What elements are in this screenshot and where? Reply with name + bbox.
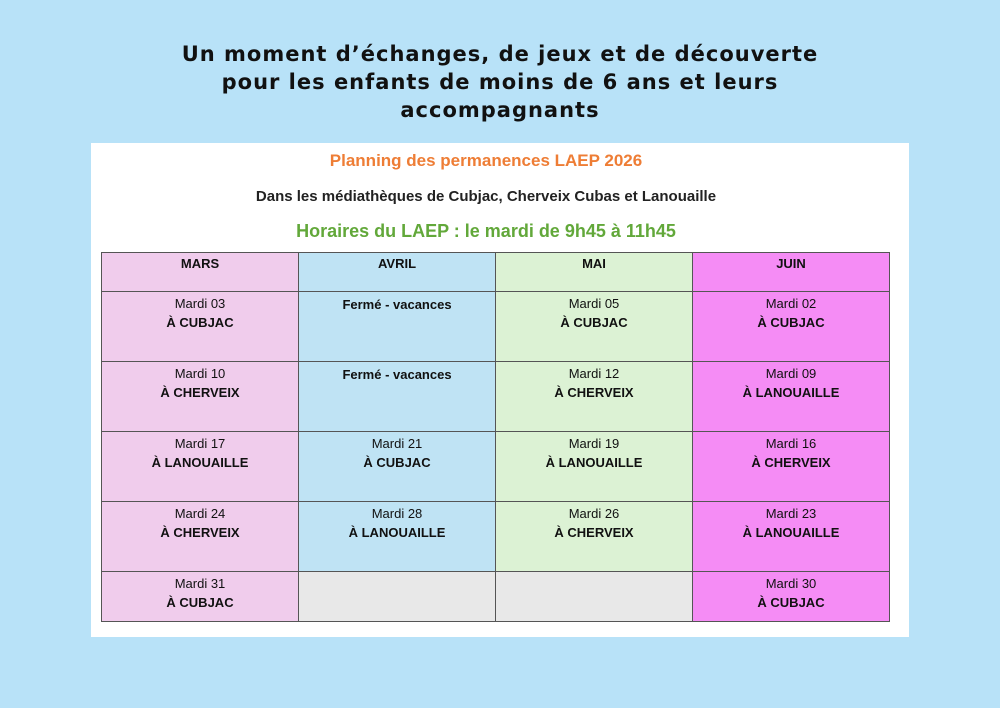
session-date: Mardi 26 — [568, 506, 620, 521]
schedule-cell — [496, 432, 693, 502]
column-header-mars: MARS — [102, 253, 299, 292]
table-row — [102, 502, 890, 572]
session-date: Mardi 02 — [765, 296, 817, 311]
session-date: Mardi 10 — [174, 366, 226, 381]
column-header-avril: AVRIL — [299, 253, 496, 292]
session-date: Mardi 09 — [765, 366, 817, 381]
session-location: À LANOUAILLE — [545, 455, 643, 470]
schedule-cell — [496, 502, 693, 572]
session-location: À CUBJAC — [757, 595, 825, 610]
session-date: Mardi 05 — [568, 296, 620, 311]
schedule-cell — [693, 432, 890, 502]
table-header-row — [102, 253, 890, 292]
column-header-mai: MAI — [496, 253, 693, 292]
schedule-cell — [102, 292, 299, 362]
schedule-cell — [299, 362, 496, 432]
session-location: À CUBJAC — [166, 315, 234, 330]
session-location: Fermé - vacances — [342, 367, 452, 382]
schedule-cell — [102, 362, 299, 432]
session-location: À LANOUAILLE — [151, 455, 249, 470]
session-date: Mardi 03 — [174, 296, 226, 311]
table-row — [102, 362, 890, 432]
session-date: Mardi 21 — [371, 436, 423, 451]
schedule-cell — [299, 502, 496, 572]
session-date: Mardi 28 — [371, 506, 423, 521]
schedule-cell — [693, 292, 890, 362]
session-location: À CUBJAC — [757, 315, 825, 330]
session-date: Mardi 23 — [765, 506, 817, 521]
table-row — [102, 292, 890, 362]
session-date: Mardi 19 — [568, 436, 620, 451]
schedule-cell — [693, 362, 890, 432]
session-location: À CUBJAC — [560, 315, 628, 330]
schedule-cell — [102, 572, 299, 622]
schedule-cell — [299, 572, 496, 622]
session-date: Mardi 16 — [765, 436, 817, 451]
schedule-title: Planning des permanences LAEP 2026 — [329, 151, 643, 170]
schedule-cell — [299, 432, 496, 502]
session-date: Mardi 24 — [174, 506, 226, 521]
schedule-cell — [496, 572, 693, 622]
column-header-juin: JUIN — [693, 253, 890, 292]
table-row — [102, 432, 890, 502]
schedule-table — [101, 252, 890, 622]
session-location: À CHERVEIX — [554, 385, 634, 400]
headline-line-3: accompagnants — [400, 98, 600, 122]
session-location: À CUBJAC — [363, 455, 431, 470]
session-location: À LANOUAILLE — [348, 525, 446, 540]
schedule-hours: Horaires du LAEP : le mardi de 9h45 à 11h45 — [296, 221, 676, 241]
schedule-cell — [693, 502, 890, 572]
schedule-cell — [299, 292, 496, 362]
schedule-card — [91, 143, 909, 637]
session-date: Mardi 31 — [174, 576, 226, 591]
table-row — [102, 572, 890, 622]
session-location: À CHERVEIX — [751, 455, 831, 470]
session-location: À CUBJAC — [166, 595, 234, 610]
schedule-cell — [496, 292, 693, 362]
session-date: Mardi 12 — [568, 366, 620, 381]
schedule-cell — [496, 362, 693, 432]
headline-line-2: pour les enfants de moins de 6 ans et leurs — [221, 70, 779, 94]
session-date: Mardi 30 — [765, 576, 817, 591]
session-location: À CHERVEIX — [160, 385, 240, 400]
session-location: À CHERVEIX — [554, 525, 634, 540]
schedule-cell — [693, 572, 890, 622]
headline — [0, 40, 1000, 124]
headline-line-1: Un moment d’échanges, de jeux et de découverte — [181, 42, 819, 66]
schedule-cell — [102, 432, 299, 502]
session-location: À LANOUAILLE — [742, 385, 840, 400]
session-date: Mardi 17 — [174, 436, 226, 451]
schedule-subtitle: Dans les médiathèques de Cubjac, Cherveix Cubas et Lanouaille — [255, 188, 717, 205]
schedule-cell — [102, 502, 299, 572]
session-location: Fermé - vacances — [342, 297, 452, 312]
session-location: À LANOUAILLE — [742, 525, 840, 540]
session-location: À CHERVEIX — [160, 525, 240, 540]
